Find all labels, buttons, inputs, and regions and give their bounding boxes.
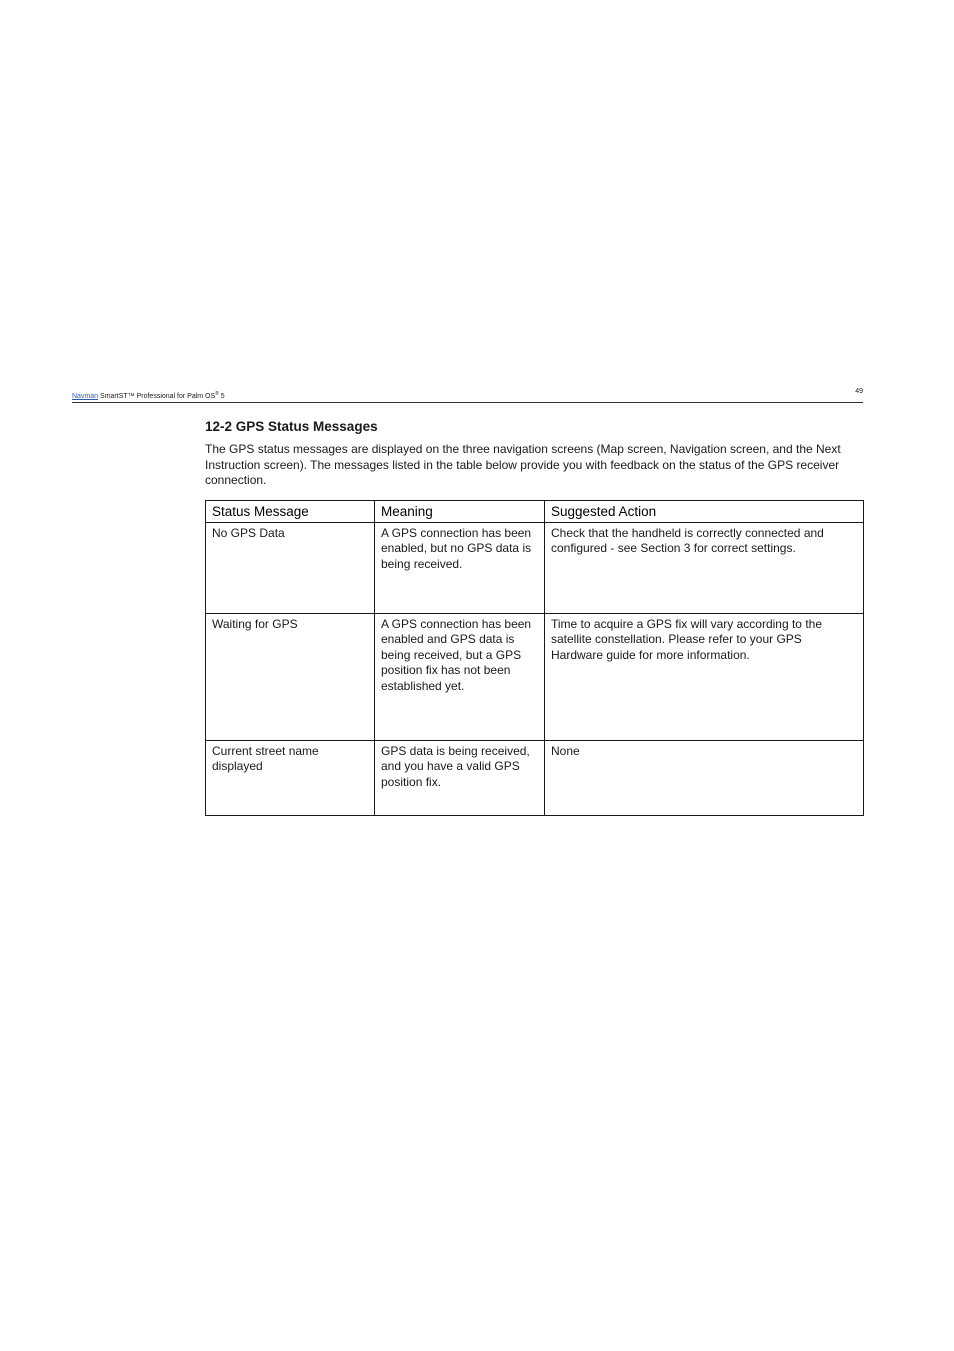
column-header-status: Status Message — [206, 500, 375, 522]
meaning-cell: GPS data is being received, and you have a valid GPS position fix. — [375, 740, 545, 815]
meaning-cell: A GPS connection has been enabled and GPS data is being received, but a GPS position fix has not been established yet. — [375, 613, 545, 740]
status-cell: Waiting for GPS — [206, 613, 375, 740]
product-name: SmartST™ Professional for Palm OS — [98, 393, 216, 400]
gps-status-table — [205, 500, 864, 816]
column-header-action: Suggested Action — [545, 500, 864, 522]
registered-mark: ® — [215, 391, 219, 397]
meaning-cell: A GPS connection has been enabled, but no GPS data is being received. — [375, 522, 545, 613]
intro-paragraph: The GPS status messages are displayed on the three navigation screens (Map screen, Navigation screen, and the Next Instruction screen). The messages listed in the table below provide you with feedback on the status of the GPS receiver connection. — [205, 442, 841, 487]
page-number: 49 — [855, 388, 863, 395]
action-cell: Check that the handheld is correctly connected and configured - see Section 3 for correct settings. — [545, 522, 864, 613]
page-content — [205, 418, 863, 816]
table-header-row — [206, 500, 864, 522]
table-row — [206, 740, 864, 815]
header-title — [72, 392, 225, 401]
status-cell: Current street name displayed — [206, 740, 375, 815]
running-header — [72, 388, 863, 403]
action-cell: Time to acquire a GPS fix will vary according to the satellite constellation. Please refer to your GPS Hardware guide for more information. — [545, 613, 864, 740]
status-cell: No GPS Data — [206, 522, 375, 613]
product-version: 5 — [218, 393, 225, 400]
action-cell: None — [545, 740, 864, 815]
section-title: 12-2 GPS Status Messages — [205, 419, 378, 434]
table-row — [206, 613, 864, 740]
column-header-meaning: Meaning — [375, 500, 545, 522]
brand-link[interactable]: Navman — [72, 393, 99, 400]
table-row — [206, 522, 864, 613]
